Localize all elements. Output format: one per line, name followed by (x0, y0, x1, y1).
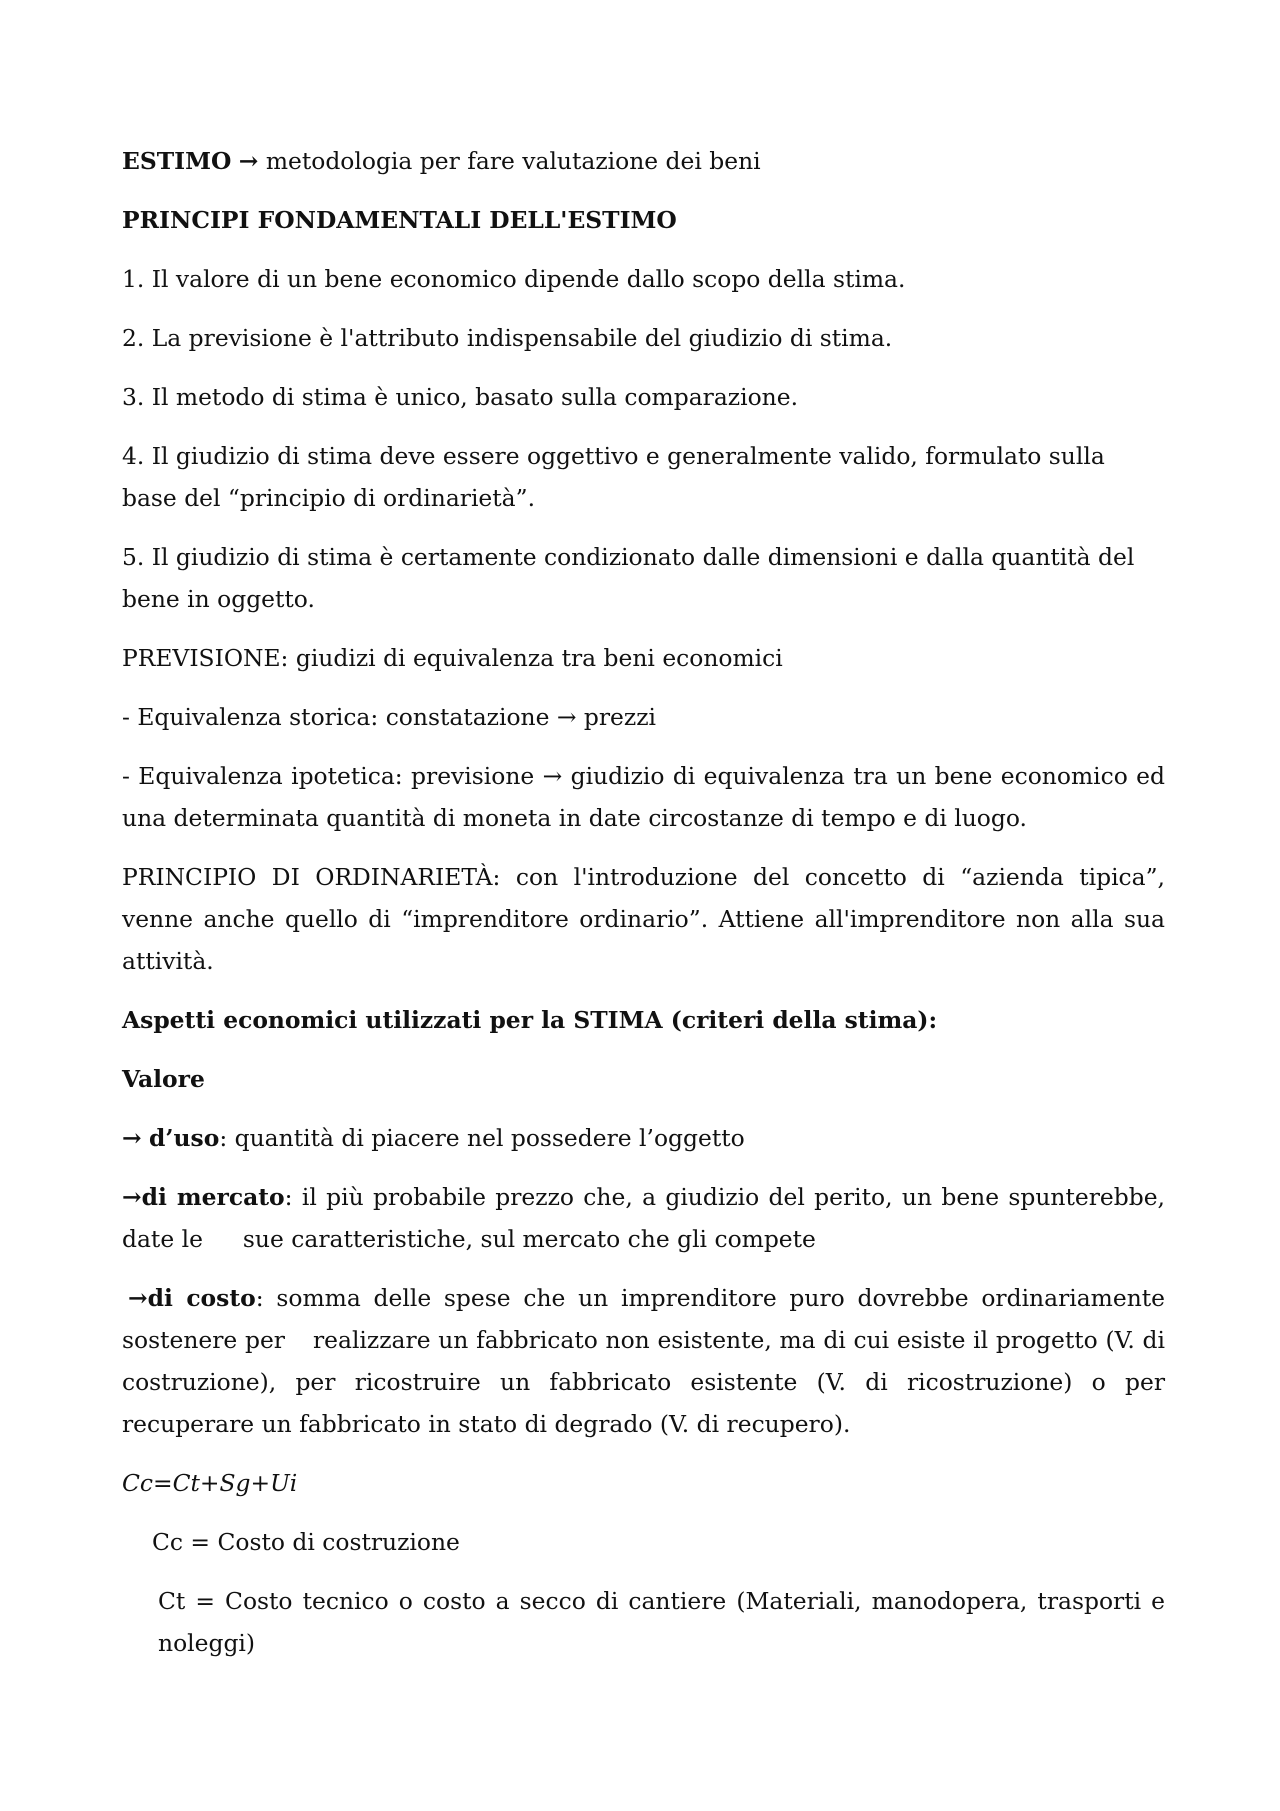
document-page (122, 140, 1165, 1681)
principle-item: 4. Il giudizio di stima deve essere oggettivo e generalmente valido, formulato sulla base del “principio di ordinarietà”. (122, 442, 1105, 512)
valore-mercato (122, 1176, 1165, 1260)
aspetti-heading: Aspetti economici utilizzati per la STIMA (criteri della stima): (122, 1006, 938, 1034)
arrow-icon: → (238, 147, 259, 175)
title-definition: metodologia per fare valutazione dei beni (265, 147, 761, 175)
arrow-icon: → (122, 1183, 142, 1211)
duso-term: d’uso (149, 1124, 220, 1152)
mercato-definition: : il più probabile prezzo che, a giudizio del perito, un bene spunterebbe, date le (122, 1183, 1165, 1253)
title-term: ESTIMO (122, 147, 232, 175)
costo-definition: : somma delle spese che un imprenditore puro dovrebbe ordinariamente sostenere per (122, 1284, 1166, 1354)
arrow-icon: → (122, 1124, 142, 1152)
ordinarieta-definition: PRINCIPIO DI ORDINARIETÀ: con l'introduzione del concetto di “azienda tipica”, venne anche quello di “imprenditore ordinario”. Attiene all'imprenditore non alla sua attività. (122, 863, 1165, 975)
duso-definition: : quantità di piacere nel possedere l’oggetto (219, 1124, 745, 1152)
cc-definition: Cc = Costo di costruzione (152, 1528, 460, 1556)
principle-item: 1. Il valore di un bene economico dipende dallo scopo della stima. (122, 265, 906, 293)
mercato-term: di mercato (141, 1183, 285, 1211)
valore-duso (122, 1117, 1165, 1159)
principle-item: 2. La previsione è l'attributo indispensabile del giudizio di stima. (122, 324, 893, 352)
equivalenza-ipotetica: - Equivalenza ipotetica: previsione → giudizio di equivalenza tra un bene economico ed una determinata quantità di moneta in date circostanze di tempo e di luogo. (122, 762, 1165, 832)
title-line (122, 140, 1165, 182)
mercato-definition-cont: sue caratteristiche, sul mercato che gli compete (242, 1225, 816, 1253)
previsione-definition: PREVISIONE: giudizi di equivalenza tra beni economici (122, 644, 783, 672)
ct-definition: Ct = Costo tecnico o costo a secco di cantiere (Materiali, manodopera, trasporti e noleggi) (158, 1587, 1165, 1657)
costo-definition-cont: realizzare un fabbricato non esistente, ma di cui esiste il progetto (V. di costruzione), per ricostruire un fabbricato esistente (V. di ricostruzione) o per recuperare un fabbricato in stato di degrado (V. di recupero). (122, 1326, 1165, 1438)
principles-heading: PRINCIPI FONDAMENTALI DELL'ESTIMO (122, 206, 677, 234)
costo-term: di costo (147, 1284, 256, 1312)
principle-item: 3. Il metodo di stima è unico, basato sulla comparazione. (122, 383, 799, 411)
equivalenza-storica: - Equivalenza storica: constatazione → prezzi (122, 703, 657, 731)
valore-costo (122, 1277, 1165, 1445)
formula: Cc=Ct+Sg+Ui (122, 1469, 298, 1497)
principle-item: 5. Il giudizio di stima è certamente condizionato dalle dimensioni e dalla quantità del bene in oggetto. (122, 543, 1135, 613)
valore-heading: Valore (122, 1065, 205, 1093)
arrow-icon: → (128, 1284, 148, 1312)
